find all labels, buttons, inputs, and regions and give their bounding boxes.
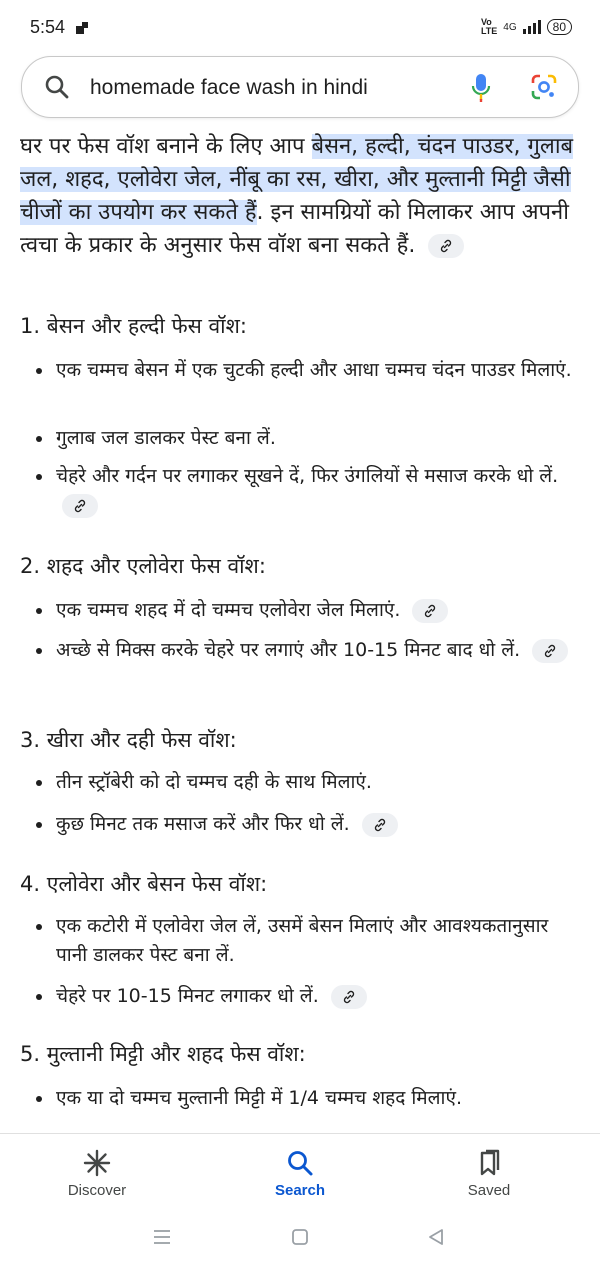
list-item bbox=[56, 636, 581, 665]
status-bar bbox=[0, 0, 600, 56]
nav-search-label: Search bbox=[274, 1182, 326, 1199]
signal-icon bbox=[523, 20, 541, 34]
list-item bbox=[56, 596, 581, 625]
search-icon bbox=[285, 1148, 315, 1178]
nav-search[interactable] bbox=[240, 1148, 360, 1199]
network-type: 4G bbox=[503, 21, 517, 33]
search-input[interactable] bbox=[88, 75, 432, 101]
notification-icon bbox=[74, 20, 90, 36]
link-icon bbox=[342, 990, 356, 1004]
section-heading: 5. मुल्तानी मिट्टी और शहद फेस वॉश: bbox=[20, 1042, 306, 1066]
list-item-text: अच्छे से मिक्स करके चेहरे पर लगाएं और 10-15 मिनट बाद धो लें. bbox=[56, 639, 521, 661]
intro-text-end: . इन सामग्रियों को मिलाकर आप अपनी त्वचा के प्रकार के अनुसार फेस वॉश बना सकते हैं. bbox=[20, 200, 569, 258]
bottom-navigation bbox=[0, 1133, 600, 1214]
google-lens-icon[interactable] bbox=[530, 73, 558, 101]
list-item bbox=[56, 810, 581, 839]
search-bar[interactable] bbox=[21, 56, 579, 118]
volte-icon: Vo LTE bbox=[480, 17, 498, 36]
list-item: एक या दो चम्मच मुल्तानी मिट्टी में 1/4 चम्मच शहद मिलाएं. bbox=[56, 1084, 581, 1113]
list-item-text: कुछ मिनट तक मसाज करें और फिर धो लें. bbox=[56, 813, 350, 835]
battery-level: 80 bbox=[547, 19, 572, 35]
recent-apps-icon[interactable] bbox=[152, 1227, 172, 1247]
system-navigation-bar bbox=[0, 1213, 600, 1266]
bookmarks-icon bbox=[474, 1148, 504, 1178]
list-item: गुलाब जल डालकर पेस्ट बना लें. bbox=[56, 424, 581, 453]
list-item: एक चम्मच बेसन में एक चुटकी हल्दी और आधा चम्मच चंदन पाउडर मिलाएं. bbox=[56, 356, 581, 385]
nav-discover-label: Discover bbox=[67, 1182, 127, 1199]
source-link-chip[interactable] bbox=[62, 494, 98, 518]
list-item bbox=[56, 462, 581, 520]
home-icon[interactable] bbox=[290, 1227, 310, 1247]
source-link-chip[interactable] bbox=[532, 639, 568, 663]
list-item-text: चेहरे और गर्दन पर लगाकर सूखने दें, फिर उंगलियों से मसाज करके धो लें. bbox=[56, 465, 559, 487]
overview-intro bbox=[20, 130, 585, 262]
link-icon bbox=[73, 499, 87, 513]
discover-icon bbox=[82, 1148, 112, 1178]
search-icon bbox=[44, 74, 70, 100]
status-time: 5:54 bbox=[30, 17, 66, 37]
link-icon bbox=[373, 818, 387, 832]
microphone-icon[interactable] bbox=[470, 72, 492, 104]
section-heading: 3. खीरा और दही फेस वॉश: bbox=[20, 728, 237, 752]
list-item: तीन स्ट्रॉबेरी को दो चम्मच दही के साथ मिलाएं. bbox=[56, 768, 581, 797]
section-heading: 2. शहद और एलोवेरा फेस वॉश: bbox=[20, 554, 266, 578]
back-icon[interactable] bbox=[426, 1227, 446, 1247]
intro-highlight[interactable]: बेसन, हल्दी, चंदन पाउडर, गुलाब जल, शहद, एलोवेरा जेल, नींबू का रस, खीरा, और मुल्तानी मिट्टी जैसी चीजों का उपयोग कर सकते हैं bbox=[20, 134, 574, 225]
link-icon bbox=[423, 604, 437, 618]
section-heading: 1. बेसन और हल्दी फेस वॉश: bbox=[20, 314, 247, 338]
nav-discover[interactable] bbox=[37, 1148, 157, 1199]
list-item-text: एक चम्मच शहद में दो चम्मच एलोवेरा जेल मिलाएं. bbox=[56, 599, 401, 621]
nav-saved[interactable] bbox=[429, 1148, 549, 1199]
source-link-chip[interactable] bbox=[412, 599, 448, 623]
intro-text: घर पर फेस वॉश बनाने के लिए आप bbox=[20, 134, 312, 159]
list-item bbox=[56, 982, 581, 1011]
ai-overview-content bbox=[0, 118, 600, 1133]
link-icon bbox=[543, 644, 557, 658]
source-link-chip[interactable] bbox=[331, 985, 367, 1009]
link-icon bbox=[439, 239, 453, 253]
list-item-text: चेहरे पर 10-15 मिनट लगाकर धो लें. bbox=[56, 985, 319, 1007]
status-indicators bbox=[481, 18, 572, 36]
list-item: एक कटोरी में एलोवेरा जेल लें, उसमें बेसन मिलाएं और आवश्यकतानुसार पानी डालकर पेस्ट बना लें. bbox=[56, 912, 581, 970]
section-heading: 4. एलोवेरा और बेसन फेस वॉश: bbox=[20, 872, 268, 896]
source-link-chip[interactable] bbox=[362, 813, 398, 837]
nav-saved-label: Saved bbox=[467, 1182, 511, 1199]
source-link-chip[interactable] bbox=[428, 234, 464, 258]
